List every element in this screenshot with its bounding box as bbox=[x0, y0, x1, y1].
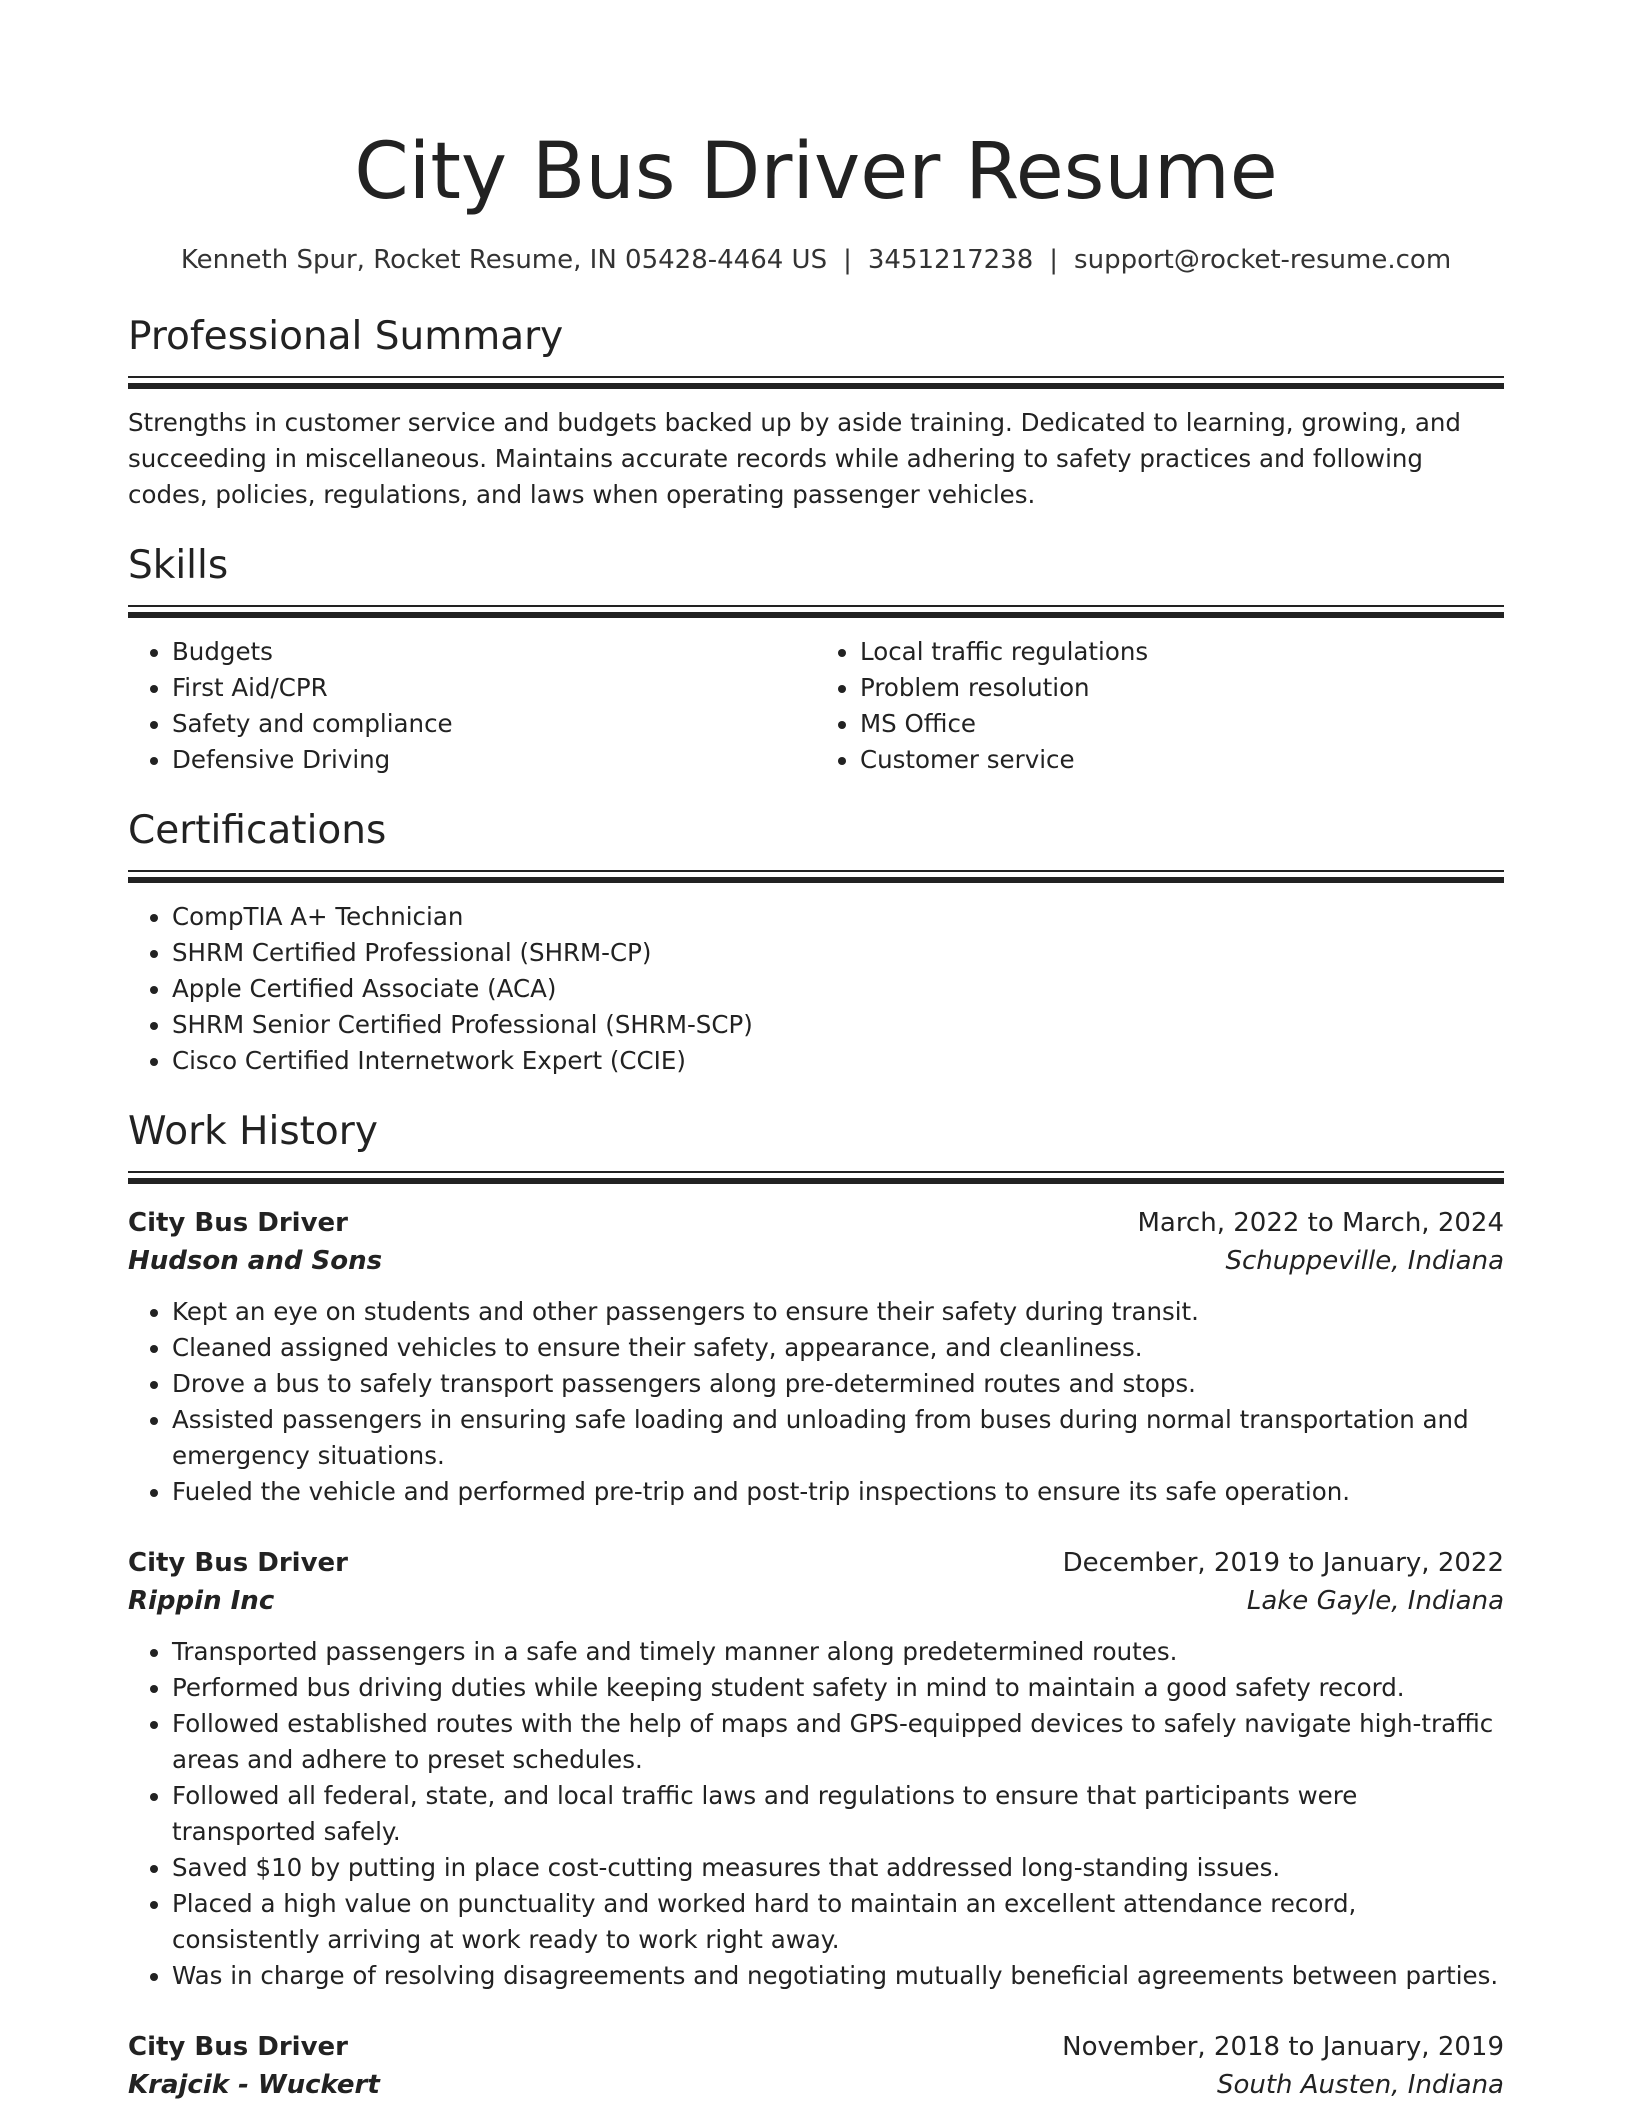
skill-item: • Budgets bbox=[172, 634, 816, 670]
work-history-heading: Work History bbox=[128, 1109, 378, 1154]
job-bullet: • Placed a high value on punctuality and worked hard to maintain an excellent attendance record, consistently arriving at work ready to work right away. bbox=[172, 1886, 1504, 1958]
job-entry bbox=[128, 1204, 1504, 1510]
job-dates: March, 2022 to March, 2024 bbox=[1137, 1208, 1504, 1238]
skill-item: • Defensive Driving bbox=[172, 742, 816, 778]
job-location: Schuppeville, Indiana bbox=[1225, 1246, 1504, 1276]
section-divider bbox=[128, 605, 1504, 618]
contact-address: Kenneth Spur, Rocket Resume, IN 05428-4464 US bbox=[180, 245, 828, 275]
section-divider bbox=[128, 870, 1504, 883]
job-subheader bbox=[128, 1242, 1504, 1280]
job-title: City Bus Driver bbox=[128, 1548, 348, 1578]
job-subheader bbox=[128, 2066, 1504, 2104]
job-company: Krajcik - Wuckert bbox=[128, 2070, 380, 2100]
job-bullet: • Cleaned assigned vehicles to ensure their safety, appearance, and cleanliness. bbox=[172, 1330, 1504, 1366]
job-title: City Bus Driver bbox=[128, 1208, 348, 1238]
job-entry bbox=[128, 1544, 1504, 1994]
job-header bbox=[128, 1544, 1504, 1582]
summary-heading: Professional Summary bbox=[128, 314, 564, 359]
section-divider bbox=[128, 1171, 1504, 1184]
resume-title: City Bus Driver Resume bbox=[354, 127, 1278, 217]
skill-item: • Customer service bbox=[860, 742, 1504, 778]
summary-section bbox=[128, 312, 1504, 513]
job-dates: November, 2018 to January, 2019 bbox=[1062, 2032, 1504, 2062]
job-bullet: • Assisted passengers in ensuring safe loading and unloading from buses during normal transportation and emergency situations. bbox=[172, 1402, 1504, 1474]
job-bullets bbox=[128, 1294, 1504, 1510]
certifications-heading: Certifications bbox=[128, 808, 387, 853]
job-bullet: • Followed established routes with the help of maps and GPS-equipped devices to safely navigate high-traffic areas and adhere to preset schedules. bbox=[172, 1706, 1504, 1778]
skill-item: • Safety and compliance bbox=[172, 706, 816, 742]
job-company: Rippin Inc bbox=[128, 1586, 275, 1616]
job-bullet: • Drove a bus to safely transport passengers along pre-determined routes and stops. bbox=[172, 1366, 1504, 1402]
job-bullet: • Was in charge of resolving disagreements and negotiating mutually beneficial agreements between parties. bbox=[172, 1958, 1504, 1994]
job-entry bbox=[128, 2028, 1504, 2104]
job-location: South Austen, Indiana bbox=[1216, 2070, 1504, 2100]
job-title: City Bus Driver bbox=[128, 2032, 348, 2062]
job-header bbox=[128, 2028, 1504, 2066]
job-header bbox=[128, 1204, 1504, 1242]
contact-separator: | bbox=[843, 245, 852, 275]
job-bullets bbox=[128, 1634, 1504, 1994]
certification-item: • SHRM Certified Professional (SHRM-CP) bbox=[172, 935, 1504, 971]
certifications-section bbox=[128, 806, 1504, 1079]
skills-section bbox=[128, 541, 1504, 778]
certification-item: • Cisco Certified Internetwork Expert (CCIE) bbox=[172, 1043, 1504, 1079]
job-dates: December, 2019 to January, 2022 bbox=[1062, 1548, 1504, 1578]
job-bullet: • Fueled the vehicle and performed pre-trip and post-trip inspections to ensure its safe operation. bbox=[172, 1474, 1504, 1510]
job-bullet: • Transported passengers in a safe and timely manner along predetermined routes. bbox=[172, 1634, 1504, 1670]
skills-columns bbox=[128, 634, 1504, 778]
skill-item: • Problem resolution bbox=[860, 670, 1504, 706]
job-location: Lake Gayle, Indiana bbox=[1246, 1586, 1504, 1616]
job-bullet: • Saved $10 by putting in place cost-cutting measures that addressed long-standing issues. bbox=[172, 1850, 1504, 1886]
summary-text: Strengths in customer service and budgets backed up by aside training. Dedicated to learning, growing, and succeeding in miscellaneous. Maintains accurate records while adhering to safety practices and following codes, policies, regulations, and laws when operating passenger vehicles. bbox=[128, 408, 1461, 509]
skill-item: • Local traffic regulations bbox=[860, 634, 1504, 670]
job-subheader bbox=[128, 1582, 1504, 1620]
skills-list-left bbox=[128, 634, 816, 778]
job-company: Hudson and Sons bbox=[128, 1246, 383, 1276]
certification-item: • Apple Certified Associate (ACA) bbox=[172, 971, 1504, 1007]
skills-list-right bbox=[816, 634, 1504, 778]
contact-email: support@rocket-resume.com bbox=[1074, 245, 1452, 275]
contact-separator: | bbox=[1049, 245, 1059, 275]
certification-item: • SHRM Senior Certified Professional (SHRM-SCP) bbox=[172, 1007, 1504, 1043]
skill-item: • MS Office bbox=[860, 706, 1504, 742]
job-bullet: • Performed bus driving duties while keeping student safety in mind to maintain a good safety record. bbox=[172, 1670, 1504, 1706]
certification-item: • CompTIA A+ Technician bbox=[172, 899, 1504, 935]
section-divider bbox=[128, 376, 1504, 389]
job-bullet: • Followed all federal, state, and local traffic laws and regulations to ensure that participants were transported safely. bbox=[172, 1778, 1504, 1850]
certifications-list bbox=[128, 899, 1504, 1079]
job-bullet: • Kept an eye on students and other passengers to ensure their safety during transit. bbox=[172, 1294, 1504, 1330]
contact-line bbox=[128, 242, 1504, 278]
skill-item: • First Aid/CPR bbox=[172, 670, 816, 706]
contact-phone: 3451217238 bbox=[867, 245, 1034, 275]
skills-heading: Skills bbox=[128, 543, 229, 588]
work-history-section bbox=[128, 1107, 1504, 2104]
